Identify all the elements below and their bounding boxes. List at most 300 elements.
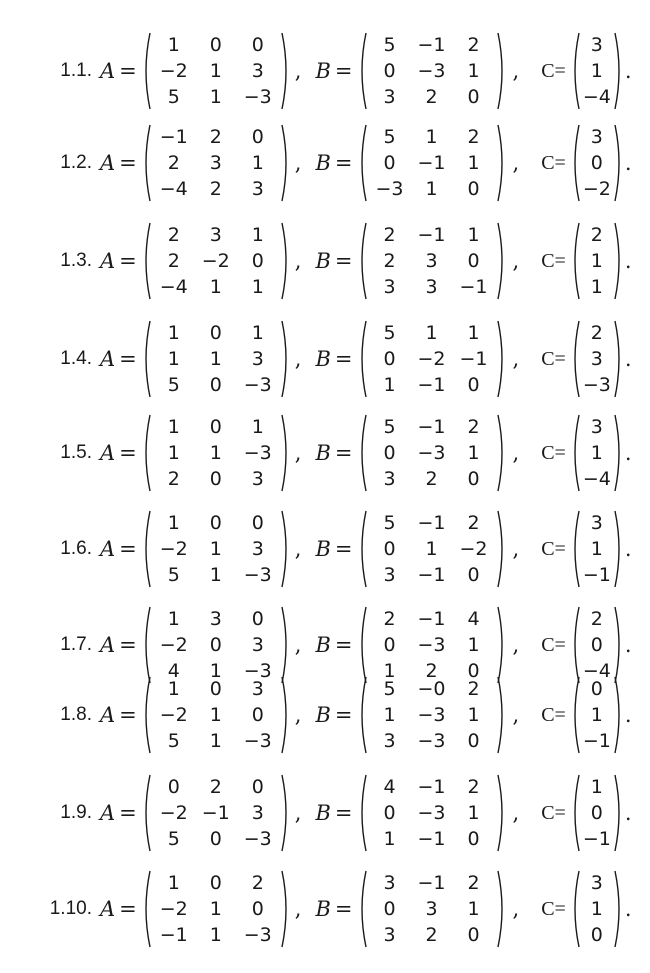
matrix-entry: 3 (425, 276, 438, 298)
comma: , (294, 151, 302, 175)
vector-c-grid (580, 510, 614, 588)
matrix-entry: −3 (417, 730, 446, 752)
right-paren (497, 774, 507, 852)
comma: , (294, 441, 302, 465)
variable-c: C= (541, 633, 566, 656)
vector-c (570, 222, 624, 300)
comma: , (512, 347, 520, 371)
matrix-entry: 5 (167, 86, 180, 108)
matrix-entry: 2 (167, 152, 180, 174)
left-paren (570, 676, 580, 754)
problem-row (0, 120, 650, 206)
matrix-entry: −1 (417, 416, 446, 438)
matrix-entry: −2 (159, 802, 188, 824)
vector-c (570, 870, 624, 948)
matrix-entry: 0 (209, 468, 222, 490)
matrix-entry: 1 (209, 898, 222, 920)
matrix-entry: 1 (251, 152, 264, 174)
matrix-entry: 1 (167, 34, 180, 56)
right-paren (614, 676, 624, 754)
matrix-entry: 0 (383, 802, 396, 824)
left-paren (141, 774, 151, 852)
problem-number: 1.1. (60, 60, 92, 81)
variable-b: B (315, 441, 331, 465)
matrix-entry: 0 (209, 872, 222, 894)
matrix-entry: 0 (209, 374, 222, 396)
equals-sign: = (334, 151, 353, 175)
matrix-entry: −1 (459, 348, 488, 370)
matrix-entry: 0 (383, 442, 396, 464)
problem-number: 1.7. (60, 634, 92, 655)
matrix-entry: 2 (467, 512, 480, 534)
matrix-entry: −2 (159, 60, 188, 82)
period: . (624, 249, 632, 273)
vector-c-grid (580, 222, 614, 300)
matrix-entry: −3 (243, 730, 272, 752)
problem-row (0, 506, 650, 592)
matrix-entry: 3 (251, 60, 264, 82)
comma: , (294, 633, 302, 657)
matrix-entry: 1 (209, 660, 222, 682)
matrix-b-grid (367, 676, 497, 754)
matrix-entry: −3 (243, 86, 272, 108)
matrix-b (357, 32, 507, 110)
matrix-entry: 1 (467, 224, 480, 246)
comma: , (512, 441, 520, 465)
equals-sign: = (119, 633, 137, 657)
left-paren (141, 510, 151, 588)
matrix-entry: 3 (251, 802, 264, 824)
matrix-entry: −1 (417, 564, 446, 586)
left-paren (570, 124, 580, 202)
left-paren (141, 222, 151, 300)
left-paren (357, 774, 367, 852)
matrix-b-grid (367, 124, 497, 202)
matrix-b-grid (367, 510, 497, 588)
matrix-entry: −4 (582, 660, 611, 682)
matrix-entry: 0 (383, 634, 396, 656)
matrix-entry: 1 (209, 538, 222, 560)
matrix-entry: 3 (383, 468, 396, 490)
matrix-entry: 2 (383, 224, 396, 246)
matrix-entry: 3 (590, 512, 603, 534)
problem-row (0, 770, 650, 856)
variable-a: A (100, 703, 116, 727)
variable-c: C= (541, 897, 566, 920)
matrix-entry: 0 (383, 152, 396, 174)
matrix-entry: −2 (201, 250, 230, 272)
matrix-entry: 5 (167, 730, 180, 752)
matrix-entry: −1 (417, 34, 446, 56)
variable-b: B (315, 537, 331, 561)
left-paren (570, 510, 580, 588)
period: . (624, 537, 632, 561)
right-paren (614, 124, 624, 202)
matrix-a (141, 222, 291, 300)
matrix-entry: 0 (467, 660, 480, 682)
equals-sign: = (119, 897, 137, 921)
left-paren (357, 124, 367, 202)
matrix-entry: 3 (383, 872, 396, 894)
matrix-entry: 5 (383, 512, 396, 534)
matrix-a-grid (151, 510, 281, 588)
variable-c: C= (541, 249, 566, 272)
variable-c: C= (541, 441, 566, 464)
matrix-entry: 1 (590, 538, 603, 560)
matrix-entry: −3 (417, 704, 446, 726)
vector-c (570, 320, 624, 398)
variable-a: A (100, 347, 116, 371)
vector-c-grid (580, 870, 614, 948)
problem-number: 1.3. (60, 250, 92, 271)
matrix-entry: 3 (251, 634, 264, 656)
comma: , (512, 703, 520, 727)
right-paren (497, 510, 507, 588)
matrix-entry: −1 (417, 374, 446, 396)
matrix-entry: 0 (467, 924, 480, 946)
matrix-entry: 2 (167, 468, 180, 490)
matrix-entry: 0 (467, 86, 480, 108)
matrix-entry: 1 (590, 898, 603, 920)
matrix-entry: 1 (467, 704, 480, 726)
matrix-entry: −1 (159, 924, 188, 946)
equals-sign: = (119, 703, 137, 727)
matrix-entry: −4 (582, 86, 611, 108)
comma: , (294, 537, 302, 561)
matrix-b (357, 320, 507, 398)
right-paren (497, 870, 507, 948)
matrix-entry: 1 (209, 276, 222, 298)
variable-b: B (315, 633, 331, 657)
equals-sign: = (119, 59, 137, 83)
matrix-entry: −1 (459, 276, 488, 298)
matrix-entry: 1 (251, 322, 264, 344)
matrix-entry: 3 (383, 86, 396, 108)
equals-sign: = (334, 59, 353, 83)
left-paren (570, 222, 580, 300)
matrix-a-grid (151, 320, 281, 398)
variable-a: A (100, 633, 116, 657)
matrix-entry: 3 (590, 34, 603, 56)
matrix-entry: 2 (425, 86, 438, 108)
matrix-entry: 1 (209, 60, 222, 82)
matrix-entry: 1 (383, 660, 396, 682)
right-paren (281, 32, 291, 110)
matrix-entry: 0 (251, 898, 264, 920)
variable-b: B (315, 59, 331, 83)
matrix-b (357, 774, 507, 852)
right-paren (614, 870, 624, 948)
right-paren (497, 676, 507, 754)
matrix-entry: 1 (467, 60, 480, 82)
matrix-entry: 3 (590, 348, 603, 370)
matrix-entry: 1 (467, 152, 480, 174)
vector-c-grid (580, 32, 614, 110)
variable-a: A (100, 441, 116, 465)
matrix-entry: 5 (383, 678, 396, 700)
matrix-entry: 0 (590, 152, 603, 174)
problem-row (0, 316, 650, 402)
matrix-entry: 1 (467, 322, 480, 344)
matrix-entry: −2 (459, 538, 488, 560)
matrix-entry: 0 (251, 776, 264, 798)
matrix-entry: −3 (243, 828, 272, 850)
period: . (624, 347, 632, 371)
matrix-entry: 1 (425, 126, 438, 148)
matrix-entry: 0 (251, 126, 264, 148)
matrix-entry: 5 (167, 828, 180, 850)
matrix-entry: −1 (159, 126, 188, 148)
matrix-entry: 0 (383, 348, 396, 370)
matrix-entry: 5 (167, 374, 180, 396)
matrix-entry: 0 (251, 250, 264, 272)
left-paren (357, 870, 367, 948)
left-paren (570, 870, 580, 948)
variable-a: A (100, 59, 116, 83)
matrix-entry: −1 (417, 224, 446, 246)
matrix-entry: 3 (383, 924, 396, 946)
left-paren (357, 222, 367, 300)
matrix-a (141, 870, 291, 948)
right-paren (497, 222, 507, 300)
matrix-entry: 1 (467, 802, 480, 824)
matrix-a-grid (151, 414, 281, 492)
matrix-entry: 2 (209, 776, 222, 798)
matrix-entry: −1 (582, 564, 611, 586)
period: . (624, 151, 632, 175)
right-paren (614, 510, 624, 588)
period: . (624, 801, 632, 825)
comma: , (294, 347, 302, 371)
matrix-entry: 3 (383, 276, 396, 298)
matrix-entry: 0 (251, 608, 264, 630)
equals-sign: = (334, 801, 353, 825)
matrix-b (357, 870, 507, 948)
period: . (624, 59, 632, 83)
problem-number: 1.5. (60, 442, 92, 463)
vector-c-grid (580, 320, 614, 398)
matrix-entry: 1 (425, 178, 438, 200)
variable-b: B (315, 897, 331, 921)
equals-sign: = (334, 633, 353, 657)
right-paren (281, 320, 291, 398)
left-paren (141, 32, 151, 110)
equals-sign: = (119, 801, 137, 825)
right-paren (614, 222, 624, 300)
problem-number: 1.8. (60, 704, 92, 725)
matrix-entry: −2 (159, 704, 188, 726)
matrix-entry: 0 (590, 802, 603, 824)
matrix-entry: −1 (417, 776, 446, 798)
right-paren (281, 676, 291, 754)
matrix-entry: 5 (383, 416, 396, 438)
matrix-a (141, 414, 291, 492)
variable-c: C= (541, 801, 566, 824)
matrix-entry: 0 (590, 678, 603, 700)
variable-c: C= (541, 151, 566, 174)
comma: , (512, 151, 520, 175)
left-paren (570, 414, 580, 492)
matrix-entry: −2 (417, 348, 446, 370)
vector-c (570, 774, 624, 852)
matrix-entry: 0 (251, 512, 264, 534)
matrix-entry: 1 (590, 276, 603, 298)
matrix-b-grid (367, 222, 497, 300)
right-paren (614, 32, 624, 110)
right-paren (281, 414, 291, 492)
matrix-entry: 1 (590, 776, 603, 798)
matrix-entry: 2 (383, 250, 396, 272)
matrix-entry: 1 (590, 442, 603, 464)
matrix-entry: 2 (467, 776, 480, 798)
equals-sign: = (334, 441, 353, 465)
matrix-entry: 1 (209, 442, 222, 464)
matrix-entry: −2 (582, 178, 611, 200)
variable-c: C= (541, 347, 566, 370)
comma: , (512, 897, 520, 921)
matrix-entry: 0 (467, 730, 480, 752)
left-paren (141, 414, 151, 492)
matrix-entry: 1 (167, 322, 180, 344)
matrix-entry: −4 (159, 276, 188, 298)
variable-b: B (315, 703, 331, 727)
matrix-entry: 3 (251, 538, 264, 560)
variable-b: B (315, 347, 331, 371)
matrix-entry: 0 (209, 322, 222, 344)
matrix-entry: 0 (383, 538, 396, 560)
matrix-entry: 1 (251, 276, 264, 298)
comma: , (294, 897, 302, 921)
matrix-entry: −3 (243, 564, 272, 586)
left-paren (357, 32, 367, 110)
matrix-a-grid (151, 774, 281, 852)
variable-a: A (100, 151, 116, 175)
matrix-entry: 0 (167, 776, 180, 798)
vector-c-grid (580, 774, 614, 852)
problem-row (0, 410, 650, 496)
matrix-entry: 0 (251, 34, 264, 56)
matrix-entry: −3 (417, 802, 446, 824)
comma: , (512, 633, 520, 657)
matrix-entry: −1 (582, 828, 611, 850)
comma: , (294, 59, 302, 83)
comma: , (294, 249, 302, 273)
matrix-entry: 4 (167, 660, 180, 682)
matrix-entry: −1 (201, 802, 230, 824)
matrix-entry: 3 (590, 872, 603, 894)
problem-number: 1.9. (60, 802, 92, 823)
variable-a: A (100, 897, 116, 921)
matrix-entry: 1 (167, 608, 180, 630)
matrix-a (141, 676, 291, 754)
variable-a: A (100, 801, 116, 825)
left-paren (357, 414, 367, 492)
matrix-entry: 0 (467, 564, 480, 586)
matrix-entry: 3 (251, 178, 264, 200)
matrix-entry: 1 (209, 564, 222, 586)
matrix-entry: 1 (590, 250, 603, 272)
vector-c (570, 414, 624, 492)
matrix-entry: −1 (417, 872, 446, 894)
right-paren (497, 414, 507, 492)
matrix-entry: 0 (467, 250, 480, 272)
matrix-entry: 2 (590, 224, 603, 246)
matrix-entry: 1 (167, 348, 180, 370)
matrix-entry: 2 (167, 224, 180, 246)
right-paren (281, 510, 291, 588)
matrix-entry: 1 (251, 416, 264, 438)
left-paren (357, 510, 367, 588)
left-paren (141, 676, 151, 754)
period: . (624, 633, 632, 657)
vector-c-grid (580, 124, 614, 202)
matrix-b-grid (367, 414, 497, 492)
problem-row (0, 866, 650, 952)
matrix-entry: 5 (167, 564, 180, 586)
right-paren (281, 774, 291, 852)
matrix-entry: −3 (417, 634, 446, 656)
matrix-a (141, 774, 291, 852)
variable-b: B (315, 151, 331, 175)
equals-sign: = (334, 897, 353, 921)
matrix-entry: 3 (251, 678, 264, 700)
variable-c: C= (541, 537, 566, 560)
matrix-entry: 1 (167, 442, 180, 464)
matrix-entry: 3 (425, 250, 438, 272)
matrix-entry: −1 (417, 608, 446, 630)
matrix-entry: 1 (467, 442, 480, 464)
equals-sign: = (119, 537, 137, 561)
matrix-entry: 2 (590, 322, 603, 344)
matrix-entry: 1 (167, 872, 180, 894)
matrix-entry: 2 (425, 924, 438, 946)
matrix-entry: 1 (383, 374, 396, 396)
matrix-entry: 5 (383, 126, 396, 148)
problem-number: 1.10. (49, 898, 92, 919)
problem-number: 1.6. (60, 538, 92, 559)
matrix-entry: −0 (417, 678, 446, 700)
matrix-b-grid (367, 870, 497, 948)
vector-c-grid (580, 414, 614, 492)
matrix-entry: 1 (383, 828, 396, 850)
matrix-entry: 0 (467, 468, 480, 490)
matrix-a (141, 320, 291, 398)
matrix-entry: −4 (159, 178, 188, 200)
matrix-entry: 0 (209, 34, 222, 56)
matrix-b-grid (367, 32, 497, 110)
matrix-entry: 1 (209, 924, 222, 946)
equals-sign: = (119, 347, 137, 371)
right-paren (281, 124, 291, 202)
matrix-b-grid (367, 320, 497, 398)
matrix-entry: 3 (383, 564, 396, 586)
matrix-entry: 0 (251, 704, 264, 726)
matrix-entry: −3 (243, 660, 272, 682)
equals-sign: = (119, 249, 137, 273)
comma: , (512, 59, 520, 83)
matrix-entry: 5 (383, 322, 396, 344)
matrix-entry: 2 (467, 872, 480, 894)
matrix-a-grid (151, 222, 281, 300)
right-paren (614, 774, 624, 852)
matrix-entry: 3 (251, 468, 264, 490)
comma: , (294, 703, 302, 727)
problem-row (0, 672, 650, 758)
matrix-entry: 2 (590, 608, 603, 630)
matrix-entry: 0 (467, 828, 480, 850)
matrix-entry: 1 (590, 704, 603, 726)
matrix-entry: 3 (209, 224, 222, 246)
